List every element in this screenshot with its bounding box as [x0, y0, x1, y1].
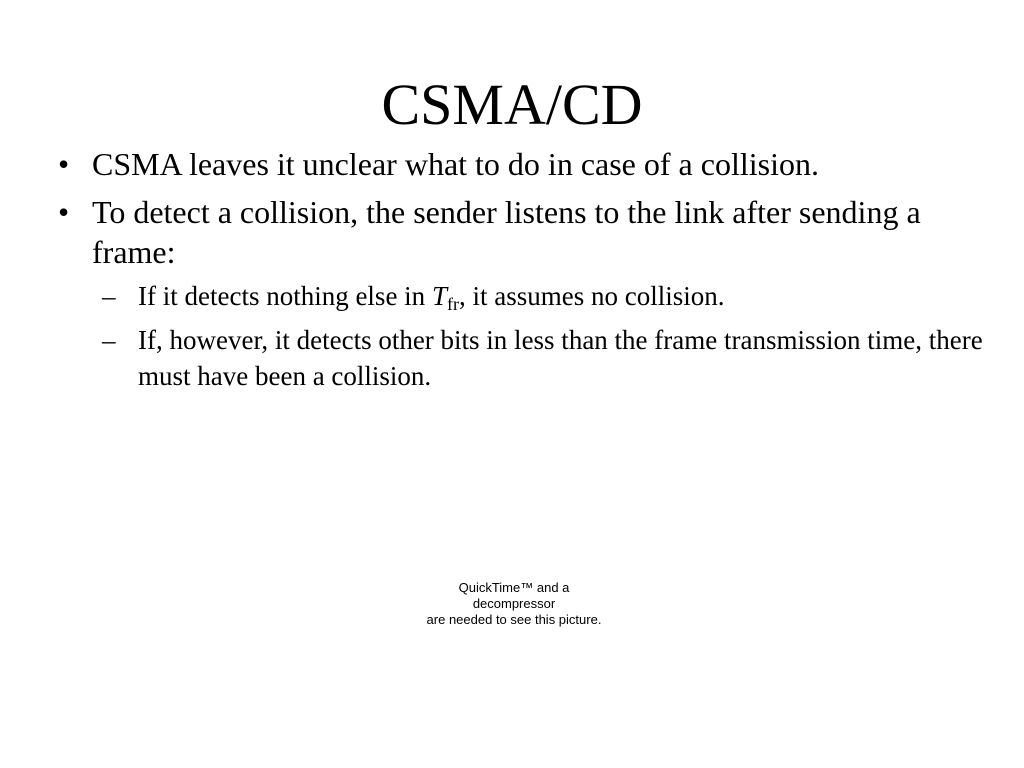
placeholder-line: decompressor: [472, 596, 556, 611]
bullet-item: [54, 144, 984, 184]
slide-title: CSMA/CD: [381, 72, 643, 137]
bullet-mark: •: [58, 146, 70, 182]
math-variable: T: [431, 281, 447, 311]
placeholder-line: QuickTime™ and a: [458, 580, 570, 595]
placeholder-line: are needed to see this picture.: [426, 612, 602, 627]
bullet-text: To detect a collision, the sender listens to the link after sending a frame:: [92, 194, 921, 270]
sub-bullet-text-before: If it detects nothing else in: [138, 281, 432, 311]
sub-bullet-mark: –: [102, 281, 116, 311]
sub-bullet-text: If, however, it detects other bits in less than the frame transmission time, there must have been a collision.: [138, 325, 983, 391]
sub-bullet-item: [92, 322, 984, 394]
bullet-text: CSMA leaves it unclear what to do in case of a collision.: [92, 146, 819, 182]
sub-bullet-item: [92, 278, 984, 314]
missing-image-placeholder: [380, 580, 648, 628]
sub-bullet-mark: –: [102, 325, 116, 355]
bullet-mark: •: [58, 194, 70, 230]
sub-bullet-text-after: , it assumes no collision.: [458, 281, 725, 311]
math-subscript: fr: [446, 294, 459, 314]
bullet-list: [54, 144, 984, 402]
bullet-item: [54, 192, 984, 394]
sub-bullet-list: [92, 278, 984, 394]
